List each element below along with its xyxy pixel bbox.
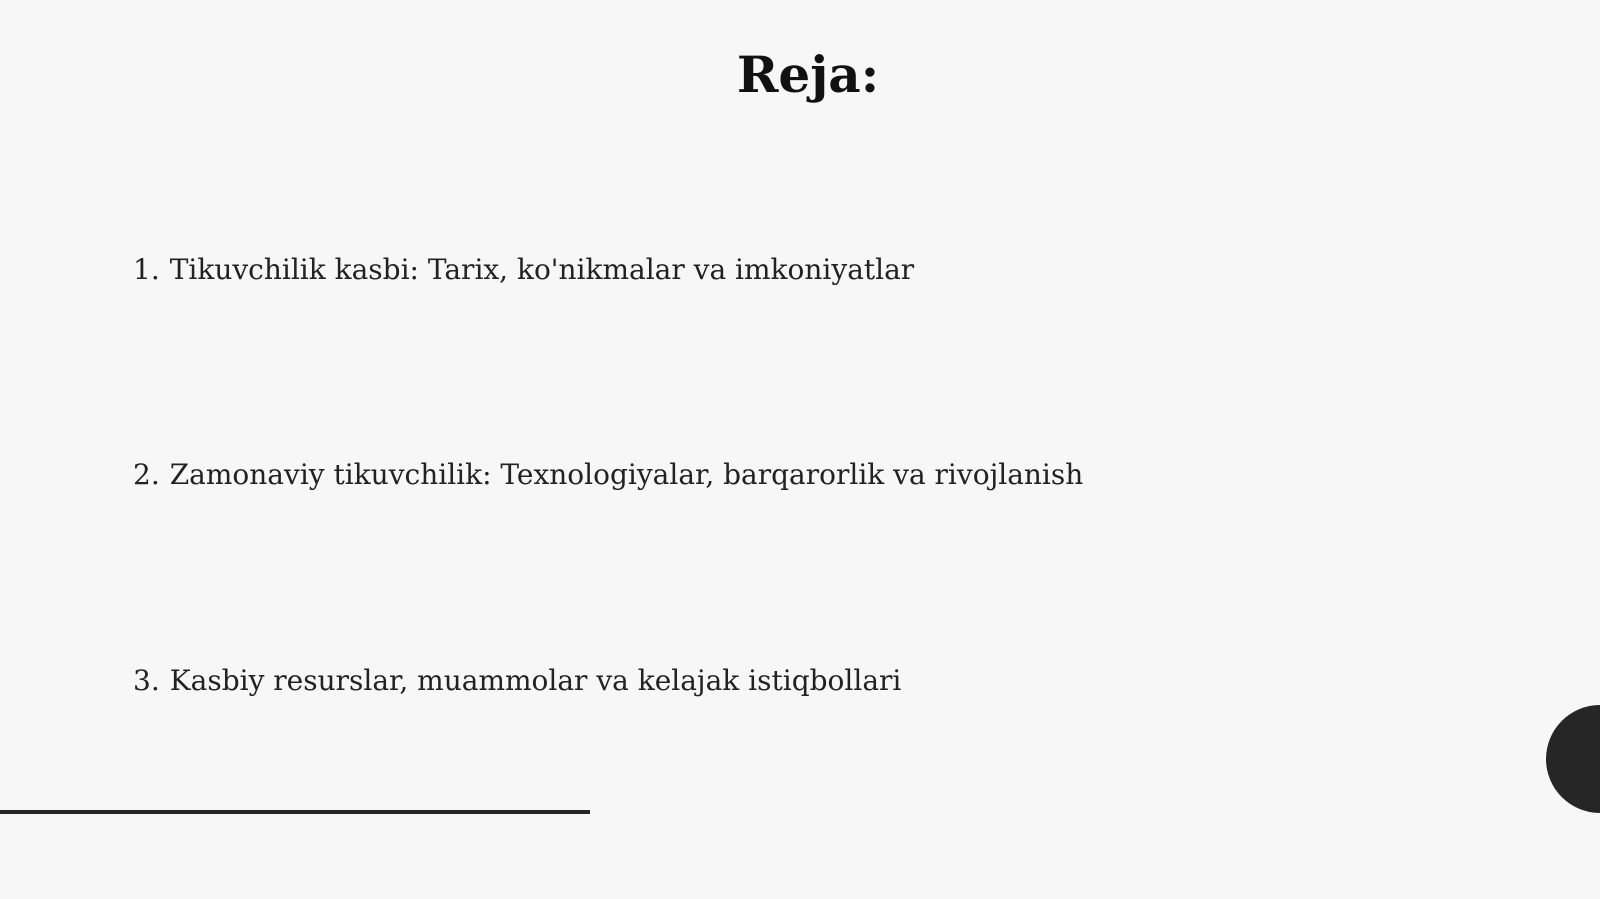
slide-title: Reja: [736,45,880,104]
agenda-item-number: 3. [133,664,160,697]
agenda-item-text: Tikuvchilik kasbi: Tarix, ko'nikmalar va imkoniyatlar [169,253,915,286]
decorative-divider-line [0,810,590,814]
decorative-circle-shape [1546,705,1600,813]
agenda-item-text: Zamonaviy tikuvchilik: Texnologiyalar, barqarorlik va rivojlanish [169,458,1084,491]
agenda-item-number: 1. [133,253,160,286]
agenda-item-1 [133,250,914,290]
agenda-item-3 [133,661,901,701]
agenda-item-text: Kasbiy resurslar, muammolar va kelajak istiqbollari [169,664,902,697]
agenda-item-2 [133,455,1083,495]
agenda-item-number: 2. [133,458,160,491]
